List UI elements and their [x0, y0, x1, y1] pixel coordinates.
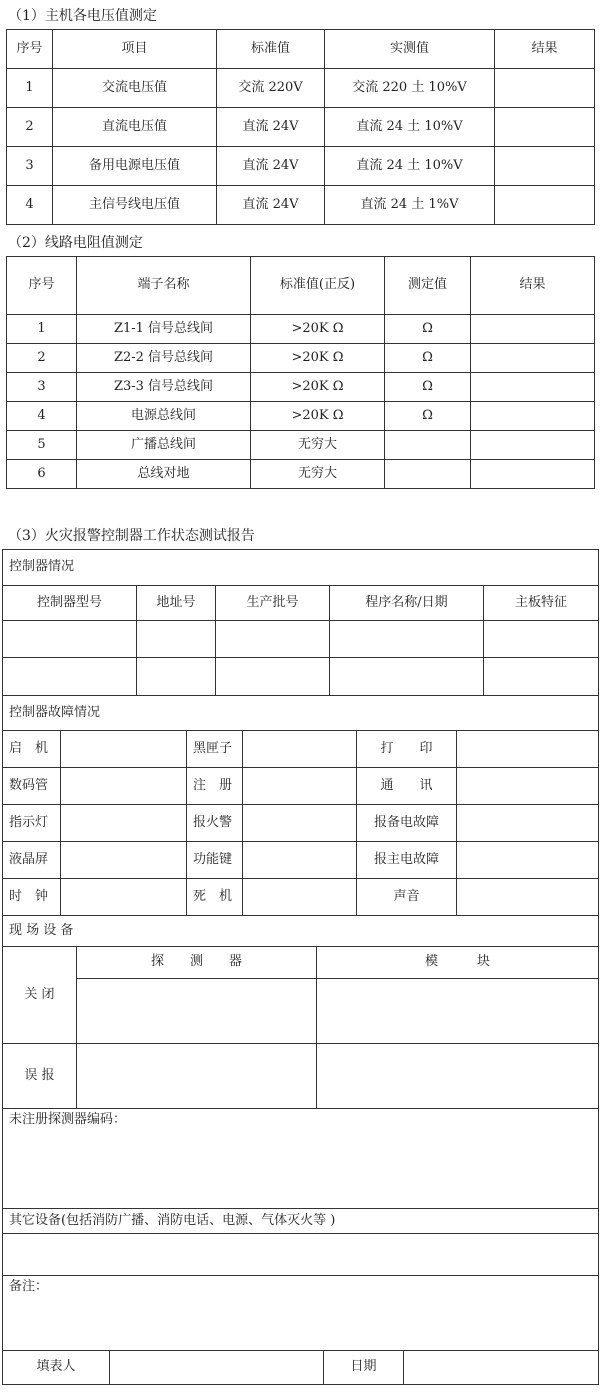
- input-cell[interactable]: [457, 731, 599, 768]
- table-cell: 4: [7, 186, 53, 225]
- measured-cell[interactable]: Ω: [385, 315, 471, 344]
- measured-cell[interactable]: Ω: [385, 402, 471, 431]
- fault-item-label: 死 机: [187, 879, 243, 916]
- table-cell: 无穷大: [251, 460, 385, 489]
- input-cell[interactable]: [137, 621, 216, 658]
- result-cell[interactable]: [495, 69, 595, 108]
- table-cell: >20K Ω: [251, 402, 385, 431]
- table-cell: 5: [7, 431, 77, 460]
- table-cell: >20K Ω: [251, 373, 385, 402]
- table-row: [3, 768, 599, 805]
- date-input[interactable]: [404, 1351, 599, 1385]
- table-cell: 2: [7, 108, 53, 147]
- input-cell[interactable]: [77, 979, 317, 1044]
- header-cell: 实测值: [325, 30, 495, 69]
- table-cell: 直流 24 土 1%V: [325, 186, 495, 225]
- field-equipment-table: [2, 915, 599, 1109]
- table-row: [7, 402, 595, 431]
- fault-item-label: 液晶屏: [3, 842, 61, 879]
- table-row: [3, 979, 599, 1044]
- filler-label: 填表人: [3, 1351, 110, 1385]
- table-cell: 1: [7, 69, 53, 108]
- input-cell[interactable]: [61, 805, 187, 842]
- field-equipment-label: 现 场 设 备: [3, 916, 599, 947]
- measured-cell[interactable]: Ω: [385, 344, 471, 373]
- fault-item-label: 报备电故障: [357, 805, 457, 842]
- measured-cell[interactable]: Ω: [385, 373, 471, 402]
- table-cell: 总线对地: [77, 460, 251, 489]
- table-cell: 直流 24 土 10%V: [325, 147, 495, 186]
- header-cell: 结果: [495, 30, 595, 69]
- table-header-row: [3, 586, 599, 621]
- fault-item-label: 启 机: [3, 731, 61, 768]
- table-row: [3, 805, 599, 842]
- controller-info-table: [2, 549, 599, 696]
- section2-title: （2）线路电阻值测定: [8, 235, 143, 251]
- other-devices-label: 其它设备(包括消防广播、消防电话、电源、气体灭火等 ): [3, 1209, 599, 1234]
- header-cell: 地址号: [137, 586, 216, 621]
- table-cell: >20K Ω: [251, 344, 385, 373]
- table-row: [7, 147, 595, 186]
- table-cell: 直流 24 土 10%V: [325, 108, 495, 147]
- input-cell[interactable]: [330, 658, 484, 696]
- table-cell: 2: [7, 344, 77, 373]
- table-row: [3, 879, 599, 916]
- table-cell: >20K Ω: [251, 315, 385, 344]
- table-cell: 4: [7, 402, 77, 431]
- fault-label: 控制器故障情况: [3, 696, 599, 731]
- input-cell[interactable]: [484, 658, 599, 696]
- header-cell: 结果: [471, 257, 595, 315]
- input-cell[interactable]: [61, 842, 187, 879]
- controller-info-label: 控制器情况: [3, 550, 599, 586]
- table-cell: 直流 24V: [217, 186, 325, 225]
- voltage-table: [6, 29, 595, 225]
- unregistered-detector-field[interactable]: 未注册探测器编码：: [3, 1109, 599, 1209]
- table-cell: 交流 220V: [217, 69, 325, 108]
- header-cell: 序号: [7, 257, 77, 315]
- input-cell[interactable]: [243, 842, 357, 879]
- table-cell: 交流电压值: [53, 69, 217, 108]
- input-cell[interactable]: [3, 621, 137, 658]
- false-alarm-label: 误 报: [3, 1044, 77, 1109]
- input-cell[interactable]: [330, 621, 484, 658]
- input-cell[interactable]: [61, 768, 187, 805]
- table-cell: 3: [7, 373, 77, 402]
- header-cell: 主板特征: [484, 586, 599, 621]
- input-cell[interactable]: [216, 658, 330, 696]
- header-cell: 程序名称/日期: [330, 586, 484, 621]
- module-header: 模 块: [317, 947, 599, 979]
- measured-cell[interactable]: [385, 431, 471, 460]
- other-devices-field[interactable]: [3, 1234, 599, 1276]
- table-row: [7, 315, 595, 344]
- result-cell[interactable]: [471, 344, 595, 373]
- close-label: 关 闭: [3, 947, 77, 1044]
- input-cell[interactable]: [243, 879, 357, 916]
- table-row: [3, 731, 599, 768]
- input-cell[interactable]: [457, 879, 599, 916]
- input-cell[interactable]: [457, 842, 599, 879]
- fault-item-label: 黑匣子: [187, 731, 243, 768]
- signature-table: [2, 1350, 599, 1385]
- table-cell: 电源总线间: [77, 402, 251, 431]
- table-cell: Z1-1 信号总线间: [77, 315, 251, 344]
- controller-fault-table: [2, 695, 599, 916]
- input-cell[interactable]: [3, 658, 137, 696]
- input-cell[interactable]: [243, 805, 357, 842]
- input-cell[interactable]: [457, 768, 599, 805]
- table-row: [7, 460, 595, 489]
- table-cell: 广播总线间: [77, 431, 251, 460]
- date-label: 日期: [324, 1351, 404, 1385]
- input-cell[interactable]: [317, 979, 599, 1044]
- header-cell: 端子名称: [77, 257, 251, 315]
- table-cell: 备用电源电压值: [53, 147, 217, 186]
- fault-item-label: 报火警: [187, 805, 243, 842]
- header-cell: 控制器型号: [3, 586, 137, 621]
- section3-title: （3）火灾报警控制器工作状态测试报告: [8, 528, 255, 544]
- input-cell[interactable]: [457, 805, 599, 842]
- table-row: [7, 431, 595, 460]
- result-cell[interactable]: [471, 373, 595, 402]
- input-cell[interactable]: [484, 621, 599, 658]
- table-row: [7, 373, 595, 402]
- table-cell: 直流 24V: [217, 147, 325, 186]
- resistance-table: [6, 256, 595, 489]
- fault-item-label: 声音: [357, 879, 457, 916]
- table-cell: 6: [7, 460, 77, 489]
- input-cell[interactable]: [61, 731, 187, 768]
- notes-table: [2, 1108, 599, 1351]
- input-cell[interactable]: [137, 658, 216, 696]
- table-cell: 主信号线电压值: [53, 186, 217, 225]
- table-cell: Z3-3 信号总线间: [77, 373, 251, 402]
- result-cell[interactable]: [471, 431, 595, 460]
- fault-item-label: 打 印: [357, 731, 457, 768]
- table-cell: 直流电压值: [53, 108, 217, 147]
- table-row: [7, 344, 595, 373]
- table-cell: 无穷大: [251, 431, 385, 460]
- measured-cell[interactable]: [385, 460, 471, 489]
- result-cell[interactable]: [495, 147, 595, 186]
- table-header-row: [7, 257, 595, 315]
- table-row: [3, 842, 599, 879]
- filler-input[interactable]: [110, 1351, 324, 1385]
- fault-item-label: 通 讯: [357, 768, 457, 805]
- input-cell[interactable]: [317, 1044, 599, 1109]
- header-cell: 标准值: [217, 30, 325, 69]
- input-cell[interactable]: [77, 1044, 317, 1109]
- table-row: [3, 658, 599, 696]
- fault-item-label: 报主电故障: [357, 842, 457, 879]
- header-cell: 生产批号: [216, 586, 330, 621]
- input-cell[interactable]: [61, 879, 187, 916]
- table-row: [7, 108, 595, 147]
- section1-title: （1）主机各电压值测定: [8, 8, 157, 24]
- result-cell[interactable]: [471, 315, 595, 344]
- table-cell: 1: [7, 315, 77, 344]
- detector-header: 探 测 器: [77, 947, 317, 979]
- header-cell: 序号: [7, 30, 53, 69]
- table-row: [7, 186, 595, 225]
- input-cell[interactable]: [216, 621, 330, 658]
- remarks-field[interactable]: 备注：: [3, 1276, 599, 1351]
- result-cell[interactable]: [495, 108, 595, 147]
- result-cell[interactable]: [471, 460, 595, 489]
- result-cell[interactable]: [471, 402, 595, 431]
- input-cell[interactable]: [243, 768, 357, 805]
- table-row: [7, 69, 595, 108]
- header-cell: 测定值: [385, 257, 471, 315]
- fault-item-label: 指示灯: [3, 805, 61, 842]
- fault-item-label: 功能键: [187, 842, 243, 879]
- table-row: [3, 621, 599, 658]
- fault-item-label: 时 钟: [3, 879, 61, 916]
- table-cell: 交流 220 土 10%V: [325, 69, 495, 108]
- table-cell: 3: [7, 147, 53, 186]
- fault-item-label: 数码管: [3, 768, 61, 805]
- table-cell: 直流 24V: [217, 108, 325, 147]
- header-cell: 项目: [53, 30, 217, 69]
- header-cell: 标准值(正反): [251, 257, 385, 315]
- table-header-row: [7, 30, 595, 69]
- fault-item-label: 注 册: [187, 768, 243, 805]
- input-cell[interactable]: [243, 731, 357, 768]
- table-row: [3, 1044, 599, 1109]
- result-cell[interactable]: [495, 186, 595, 225]
- table-cell: Z2-2 信号总线间: [77, 344, 251, 373]
